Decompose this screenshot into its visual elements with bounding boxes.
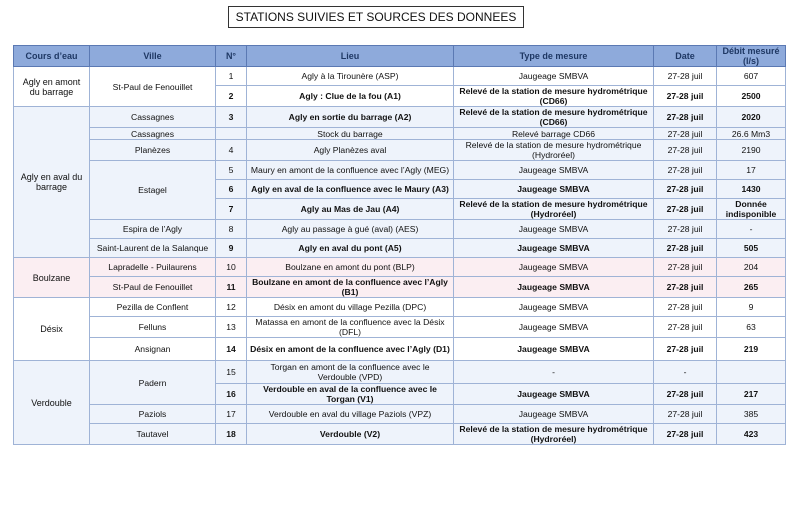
table-row: [14, 405, 786, 424]
debit-cell: 2500: [717, 86, 786, 107]
numero-cell: 14: [216, 338, 247, 361]
type-de-mesure-cell: Relevé de la station de mesure hydrométrique (Hydroréel): [454, 199, 654, 220]
type-de-mesure-cell: -: [454, 361, 654, 384]
debit-cell: 2020: [717, 107, 786, 128]
type-de-mesure-cell: Jaugeage SMBVA: [454, 220, 654, 239]
ville-cell: Espira de l’Agly: [90, 220, 216, 239]
type-de-mesure-cell: Jaugeage SMBVA: [454, 239, 654, 258]
lieu-cell: Torgan en amont de la confluence avec le Verdouble (VPD): [247, 361, 454, 384]
date-cell: 27-28 juil: [654, 384, 717, 405]
ville-cell: Saint-Laurent de la Salanque: [90, 239, 216, 258]
lieu-cell: Boulzane en amont du pont (BLP): [247, 258, 454, 277]
type-de-mesure-cell: Relevé barrage CD66: [454, 128, 654, 140]
lieu-cell: Matassa en amont de la confluence avec la Désix (DFL): [247, 317, 454, 338]
numero-cell: 1: [216, 67, 247, 86]
type-de-mesure-cell: Relevé de la station de mesure hydrométrique (Hydroréel): [454, 140, 654, 161]
date-cell: 27-28 juil: [654, 161, 717, 180]
date-cell: 27-28 juil: [654, 405, 717, 424]
ville-cell: Cassagnes: [90, 128, 216, 140]
debit-cell: 219: [717, 338, 786, 361]
table-row: [14, 317, 786, 338]
header-row: [14, 46, 786, 67]
debit-cell: 2190: [717, 140, 786, 161]
table-row: [14, 258, 786, 277]
type-de-mesure-cell: Jaugeage SMBVA: [454, 161, 654, 180]
table-row: [14, 107, 786, 128]
table-row: [14, 128, 786, 140]
numero-cell: 8: [216, 220, 247, 239]
numero-cell: [216, 128, 247, 140]
date-cell: -: [654, 361, 717, 384]
stations-table: [13, 45, 786, 445]
date-cell: 27-28 juil: [654, 317, 717, 338]
lieu-cell: Stock du barrage: [247, 128, 454, 140]
numero-cell: 7: [216, 199, 247, 220]
numero-cell: 12: [216, 298, 247, 317]
cours-d-eau-cell: Boulzane: [14, 258, 90, 298]
type-de-mesure-cell: Relevé de la station de mesure hydrométrique (CD66): [454, 86, 654, 107]
type-de-mesure-cell: Jaugeage SMBVA: [454, 258, 654, 277]
table-row: [14, 220, 786, 239]
lieu-cell: Agly Planèzes aval: [247, 140, 454, 161]
ville-cell: Estagel: [90, 161, 216, 220]
table-row: [14, 140, 786, 161]
date-cell: 27-28 juil: [654, 258, 717, 277]
table-row: [14, 298, 786, 317]
ville-cell: St-Paul de Fenouillet: [90, 67, 216, 107]
ville-cell: Padern: [90, 361, 216, 405]
ville-cell: Lapradelle - Puilaurens: [90, 258, 216, 277]
date-cell: 27-28 juil: [654, 86, 717, 107]
type-de-mesure-cell: Relevé de la station de mesure hydrométrique (CD66): [454, 107, 654, 128]
numero-cell: 6: [216, 180, 247, 199]
numero-cell: 16: [216, 384, 247, 405]
date-cell: 27-28 juil: [654, 298, 717, 317]
cours-d-eau-cell: Agly en aval du barrage: [14, 107, 90, 258]
debit-cell: 1430: [717, 180, 786, 199]
date-cell: 27-28 juil: [654, 67, 717, 86]
debit-cell: 265: [717, 277, 786, 298]
table-body: [14, 67, 786, 445]
header-debit: Débit mesuré (l/s): [717, 46, 786, 67]
lieu-cell: Verdouble en aval de la confluence avec le Torgan (V1): [247, 384, 454, 405]
numero-cell: 17: [216, 405, 247, 424]
lieu-cell: Boulzane en amont de la confluence avec l’Agly (B1): [247, 277, 454, 298]
lieu-cell: Agly : Clue de la fou (A1): [247, 86, 454, 107]
lieu-cell: Agly à la Tirounère (ASP): [247, 67, 454, 86]
cours-d-eau-cell: Agly en amont du barrage: [14, 67, 90, 107]
numero-cell: 2: [216, 86, 247, 107]
debit-cell: 505: [717, 239, 786, 258]
ville-cell: Pezilla de Conflent: [90, 298, 216, 317]
numero-cell: 11: [216, 277, 247, 298]
date-cell: 27-28 juil: [654, 107, 717, 128]
numero-cell: 3: [216, 107, 247, 128]
lieu-cell: Agly au passage à gué (aval) (AES): [247, 220, 454, 239]
lieu-cell: Agly au Mas de Jau (A4): [247, 199, 454, 220]
header-date: Date: [654, 46, 717, 67]
date-cell: 27-28 juil: [654, 424, 717, 445]
cours-d-eau-cell: Verdouble: [14, 361, 90, 445]
type-de-mesure-cell: Jaugeage SMBVA: [454, 277, 654, 298]
type-de-mesure-cell: Jaugeage SMBVA: [454, 317, 654, 338]
ville-cell: Paziols: [90, 405, 216, 424]
type-de-mesure-cell: Jaugeage SMBVA: [454, 405, 654, 424]
numero-cell: 4: [216, 140, 247, 161]
type-de-mesure-cell: Relevé de la station de mesure hydrométrique (Hydroréel): [454, 424, 654, 445]
numero-cell: 13: [216, 317, 247, 338]
date-cell: 27-28 juil: [654, 180, 717, 199]
debit-cell: -: [717, 220, 786, 239]
header-numero: N°: [216, 46, 247, 67]
table-row: [14, 161, 786, 180]
lieu-cell: Désix en amont du village Pezilla (DPC): [247, 298, 454, 317]
type-de-mesure-cell: Jaugeage SMBVA: [454, 298, 654, 317]
type-de-mesure-cell: Jaugeage SMBVA: [454, 180, 654, 199]
ville-cell: Tautavel: [90, 424, 216, 445]
type-de-mesure-cell: Jaugeage SMBVA: [454, 384, 654, 405]
debit-cell: 204: [717, 258, 786, 277]
date-cell: 27-28 juil: [654, 220, 717, 239]
header-ville: Ville: [90, 46, 216, 67]
ville-cell: St-Paul de Fenouillet: [90, 277, 216, 298]
date-cell: 27-28 juil: [654, 239, 717, 258]
date-cell: 27-28 juil: [654, 128, 717, 140]
header-cours-d-eau: Cours d’eau: [14, 46, 90, 67]
debit-cell: 26.6 Mm3: [717, 128, 786, 140]
ville-cell: Planèzes: [90, 140, 216, 161]
numero-cell: 5: [216, 161, 247, 180]
debit-cell: 385: [717, 405, 786, 424]
table-row: [14, 361, 786, 384]
lieu-cell: Agly en aval de la confluence avec le Maury (A3): [247, 180, 454, 199]
debit-cell: 217: [717, 384, 786, 405]
debit-cell: 423: [717, 424, 786, 445]
lieu-cell: Agly en sortie du barrage (A2): [247, 107, 454, 128]
table-row: [14, 338, 786, 361]
type-de-mesure-cell: Jaugeage SMBVA: [454, 338, 654, 361]
lieu-cell: Verdouble en aval du village Paziols (VPZ): [247, 405, 454, 424]
debit-cell: 17: [717, 161, 786, 180]
debit-cell: 63: [717, 317, 786, 338]
header-lieu: Lieu: [247, 46, 454, 67]
ville-cell: Cassagnes: [90, 107, 216, 128]
numero-cell: 10: [216, 258, 247, 277]
date-cell: 27-28 juil: [654, 277, 717, 298]
ville-cell: Felluns: [90, 317, 216, 338]
numero-cell: 15: [216, 361, 247, 384]
table-row: [14, 424, 786, 445]
lieu-cell: Agly en aval du pont (A5): [247, 239, 454, 258]
page-title: STATIONS SUIVIES ET SOURCES DES DONNEES: [228, 6, 524, 28]
lieu-cell: Maury en amont de la confluence avec l’Agly (MEG): [247, 161, 454, 180]
numero-cell: 9: [216, 239, 247, 258]
date-cell: 27-28 juil: [654, 338, 717, 361]
debit-cell: 607: [717, 67, 786, 86]
cours-d-eau-cell: Désix: [14, 298, 90, 361]
debit-cell: 9: [717, 298, 786, 317]
debit-cell: [717, 361, 786, 384]
lieu-cell: Verdouble (V2): [247, 424, 454, 445]
ville-cell: Ansignan: [90, 338, 216, 361]
table-row: [14, 239, 786, 258]
date-cell: 27-28 juil: [654, 199, 717, 220]
date-cell: 27-28 juil: [654, 140, 717, 161]
header-type-de-mesure: Type de mesure: [454, 46, 654, 67]
numero-cell: 18: [216, 424, 247, 445]
table-row: [14, 67, 786, 86]
lieu-cell: Désix en amont de la confluence avec l’Agly (D1): [247, 338, 454, 361]
debit-cell: Donnée indisponible: [717, 199, 786, 220]
type-de-mesure-cell: Jaugeage SMBVA: [454, 67, 654, 86]
table-row: [14, 277, 786, 298]
